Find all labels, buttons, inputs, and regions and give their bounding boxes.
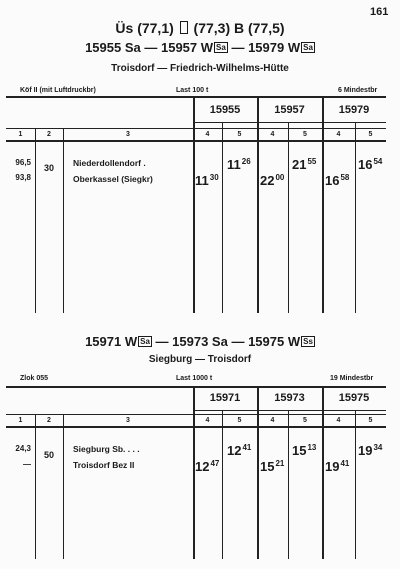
time-hours: 15 bbox=[260, 459, 275, 474]
section1-title-part2: (77,3) B (77,5) bbox=[193, 20, 285, 36]
column-divider bbox=[288, 122, 289, 313]
section2-load: Last 1000 t bbox=[176, 375, 213, 382]
speed-value: 50 bbox=[43, 450, 54, 460]
dash: — bbox=[144, 40, 158, 55]
departure-time bbox=[227, 155, 251, 172]
station-name: Oberkassel (Siegkr) bbox=[73, 174, 153, 184]
column-number: 2 bbox=[47, 131, 51, 138]
time-minutes: 41 bbox=[340, 459, 350, 468]
column-divider bbox=[63, 414, 64, 559]
column-number: 3 bbox=[126, 417, 130, 424]
time-hours: 11 bbox=[195, 173, 209, 188]
section1-braking: 6 Mindestbr bbox=[338, 87, 378, 94]
train-header: 15971 bbox=[209, 392, 241, 404]
time-minutes: 26 bbox=[241, 157, 251, 166]
time-hours: 12 bbox=[227, 443, 242, 458]
column-number: 5 bbox=[303, 417, 307, 424]
column-number: 4 bbox=[270, 131, 275, 138]
train-label-a: 15955 Sa bbox=[85, 40, 141, 55]
section2-locomotive: Zlok 055 bbox=[20, 375, 49, 382]
time-hours: 21 bbox=[292, 157, 307, 172]
departure-time bbox=[358, 155, 382, 172]
section2-trains-line bbox=[0, 334, 400, 349]
departure-time bbox=[358, 441, 382, 458]
column-number: 5 bbox=[237, 131, 242, 138]
placeholder-box-icon bbox=[180, 21, 188, 34]
time-minutes: 41 bbox=[242, 443, 252, 452]
column-number: 1 bbox=[18, 131, 23, 138]
column-number: 5 bbox=[303, 131, 307, 138]
column-divider bbox=[63, 128, 64, 313]
column-divider bbox=[222, 410, 223, 559]
departure-time bbox=[292, 155, 316, 172]
section1-title bbox=[0, 20, 400, 36]
section1-trains-line bbox=[0, 40, 400, 55]
km-value: 93,8 bbox=[15, 173, 31, 182]
km-value: 24,3 bbox=[15, 444, 31, 453]
column-number: 5 bbox=[368, 131, 373, 138]
train-label-a: 15971 W bbox=[85, 334, 138, 349]
column-number: 4 bbox=[270, 417, 275, 424]
km-value: 96,5 bbox=[15, 158, 31, 167]
time-hours: 12 bbox=[195, 459, 210, 474]
section1-route: Troisdorf — Friedrich-Wilhelms-Hütte bbox=[111, 63, 289, 74]
time-hours: 11 bbox=[227, 157, 241, 172]
section1-load: Last 100 t bbox=[176, 87, 209, 94]
time-minutes: 58 bbox=[340, 173, 350, 182]
column-number: 4 bbox=[205, 131, 210, 138]
column-number: 2 bbox=[47, 417, 51, 424]
dash: — bbox=[231, 334, 245, 349]
column-number: 4 bbox=[336, 131, 341, 138]
time-minutes: 00 bbox=[275, 173, 285, 182]
time-hours: 19 bbox=[358, 443, 373, 458]
column-divider bbox=[35, 414, 36, 559]
column-divider bbox=[257, 96, 259, 313]
arrival-time bbox=[325, 171, 349, 188]
boxed-tag: Sa bbox=[216, 43, 226, 52]
column-divider bbox=[322, 386, 324, 559]
time-minutes: 55 bbox=[307, 157, 317, 166]
train-header: 15975 bbox=[338, 392, 370, 404]
table-rule bbox=[6, 386, 386, 388]
arrival-time bbox=[325, 457, 349, 474]
arrival-time bbox=[195, 457, 219, 474]
time-hours: 16 bbox=[358, 157, 373, 172]
table-rule bbox=[6, 96, 386, 98]
column-number: 1 bbox=[18, 417, 23, 424]
column-number: 5 bbox=[237, 417, 242, 424]
dash: — bbox=[155, 334, 169, 349]
column-divider bbox=[355, 410, 356, 559]
boxed-tag: Sa bbox=[140, 337, 150, 346]
time-minutes: 47 bbox=[210, 459, 220, 468]
time-minutes: 30 bbox=[209, 173, 219, 182]
section1-title-part1: Üs (77,1) bbox=[115, 20, 174, 36]
arrival-time bbox=[260, 457, 284, 474]
column-number: 5 bbox=[368, 417, 373, 424]
train-header: 15979 bbox=[338, 104, 370, 116]
station-name: Troisdorf Bez II bbox=[73, 460, 135, 470]
train-header: 15957 bbox=[274, 104, 305, 116]
column-divider bbox=[257, 386, 259, 559]
departure-time bbox=[227, 441, 251, 458]
station-name: Niederdollendorf . bbox=[73, 158, 146, 168]
train-label-c: 15979 W bbox=[248, 40, 301, 55]
station-name: Siegburg Sb. . . . bbox=[73, 444, 140, 454]
departure-time bbox=[292, 441, 316, 458]
train-header: 15955 bbox=[209, 104, 241, 116]
section1-locomotive: Köf II (mit Luftdruckbr) bbox=[20, 87, 96, 94]
column-number: 3 bbox=[126, 131, 130, 138]
boxed-tag: Sa bbox=[303, 43, 313, 52]
boxed-tag: Ss bbox=[303, 337, 313, 346]
speed-value: 30 bbox=[43, 163, 54, 173]
column-number: 4 bbox=[336, 417, 341, 424]
section2-route: Siegburg — Troisdorf bbox=[148, 354, 252, 365]
column-divider bbox=[355, 122, 356, 313]
time-hours: 15 bbox=[292, 443, 307, 458]
time-minutes: 34 bbox=[373, 443, 383, 452]
arrival-time bbox=[260, 171, 284, 188]
column-number: 4 bbox=[205, 417, 210, 424]
column-divider bbox=[222, 122, 223, 313]
time-minutes: 21 bbox=[275, 459, 285, 468]
train-label-c: 15975 W bbox=[248, 334, 301, 349]
column-divider bbox=[193, 96, 195, 313]
km-value: — bbox=[23, 460, 31, 469]
time-hours: 19 bbox=[325, 459, 340, 474]
train-header: 15973 bbox=[274, 392, 305, 404]
arrival-time bbox=[195, 171, 219, 188]
time-minutes: 13 bbox=[307, 443, 317, 452]
train-label-b: 15973 Sa bbox=[172, 334, 228, 349]
column-divider bbox=[35, 128, 36, 313]
column-divider bbox=[322, 96, 324, 313]
column-divider bbox=[288, 410, 289, 559]
time-minutes: 54 bbox=[373, 157, 383, 166]
page-number: 161 bbox=[370, 6, 389, 18]
time-hours: 16 bbox=[325, 173, 340, 188]
section2-braking: 19 Mindestbr bbox=[330, 375, 374, 382]
dash: — bbox=[231, 40, 245, 55]
time-hours: 22 bbox=[260, 173, 275, 188]
train-label-b: 15957 W bbox=[160, 40, 214, 55]
